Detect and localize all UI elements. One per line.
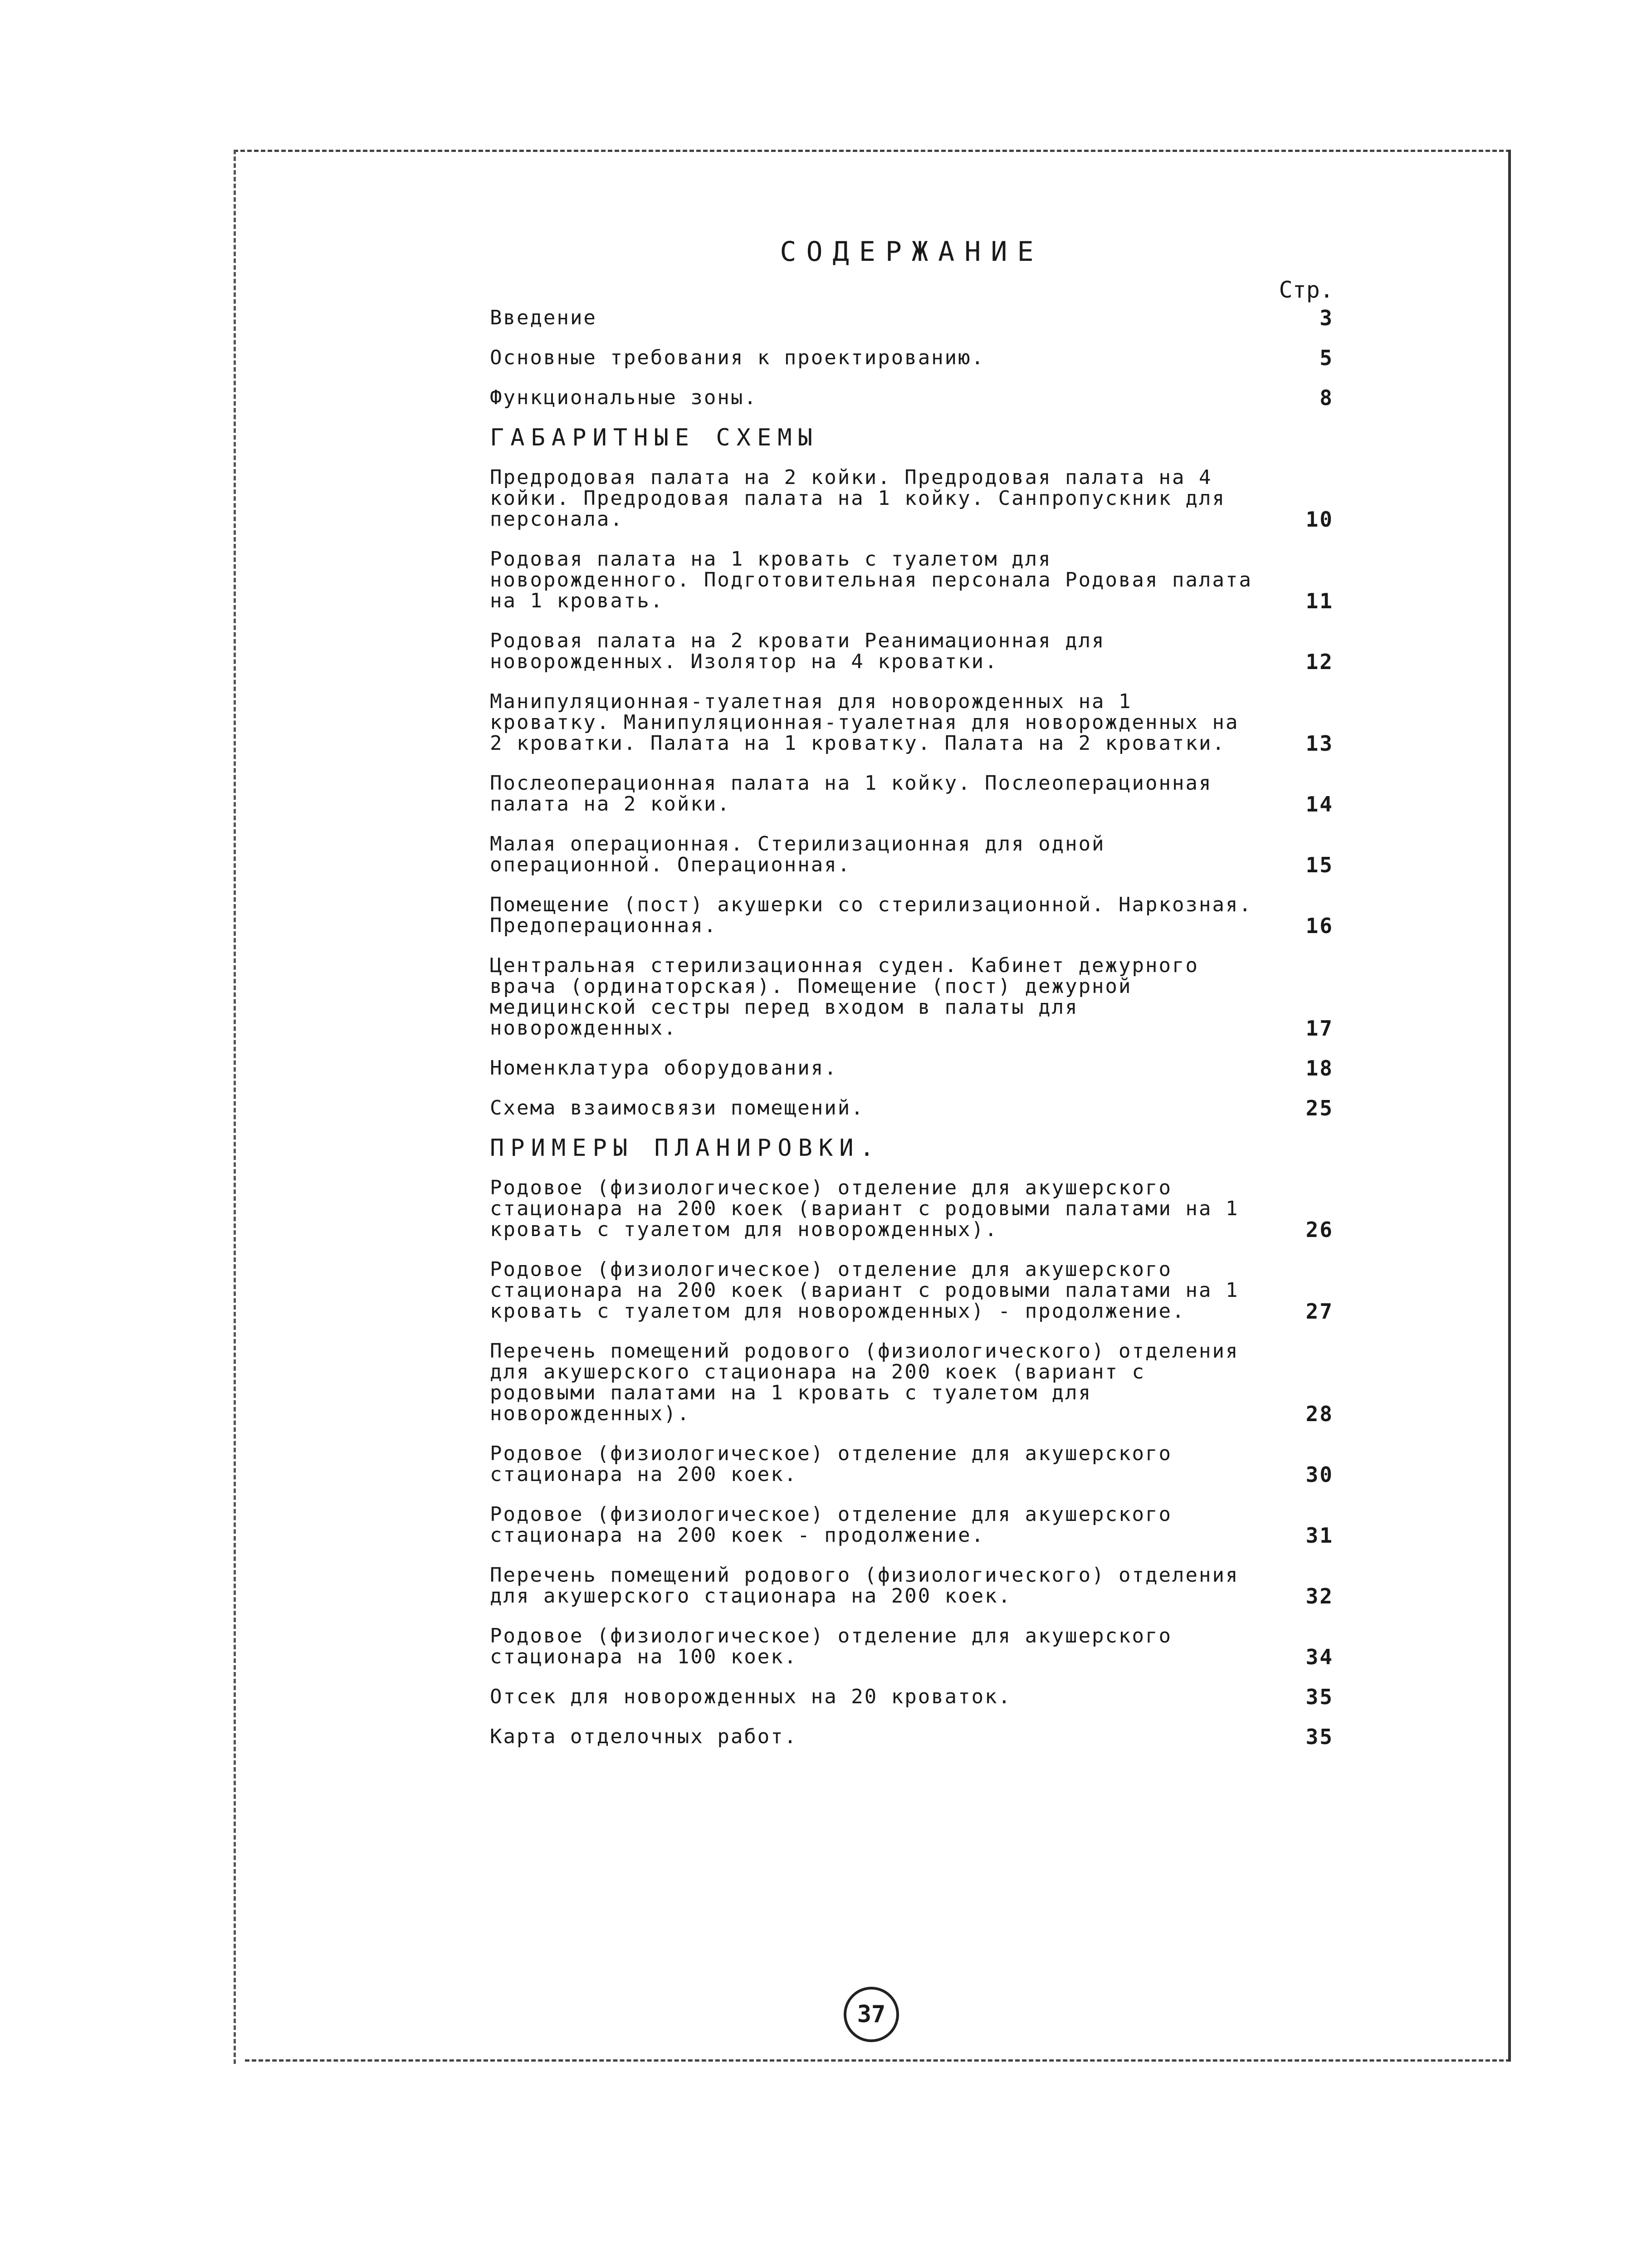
toc-entry-page: 11 xyxy=(1305,589,1334,613)
toc-entry-text: Родовое (физиологическое) отделение для акушерского стационара на 200 коек - продолжение. xyxy=(490,1503,1173,1547)
toc-entry xyxy=(490,1341,1334,1424)
frame-bottom-line xyxy=(245,2059,1510,2062)
frame-right-line xyxy=(1508,150,1511,2062)
toc-list xyxy=(490,308,1334,1747)
toc-entry-page: 14 xyxy=(1305,792,1334,816)
toc-entry xyxy=(490,347,1334,368)
toc-entry-text: Родовое (физиологическое) отделение для акушерского стационара на 200 коек (вариант с родовыми палатами на 1 кровать с туалетом для новорожденных) - продолжение. xyxy=(490,1258,1239,1323)
toc-entry-text: Родовое (физиологическое) отделение для акушерского стационара на 100 коек. xyxy=(490,1624,1173,1668)
toc-entry-page: 31 xyxy=(1305,1523,1334,1548)
toc-section-heading xyxy=(490,424,1334,451)
toc-entry-page: 32 xyxy=(1305,1584,1334,1608)
toc-entry xyxy=(490,387,1334,408)
toc-entry-text: Схема взаимосвязи помещений. xyxy=(490,1096,865,1119)
toc-entry xyxy=(490,1178,1334,1240)
toc-entry-text: Родовое (физиологическое) отделение для акушерского стационара на 200 коек (вариант с родовыми палатами на 1 кровать с туалетом для новорожденных). xyxy=(490,1176,1239,1241)
toc-entry-page: 34 xyxy=(1305,1645,1334,1669)
toc-entry xyxy=(490,1259,1334,1322)
toc-entry-text: Функциональные зоны. xyxy=(490,386,757,409)
page-title: СОДЕРЖАНИЕ xyxy=(780,236,1044,268)
toc-entry-text: Номенклатура оборудования. xyxy=(490,1056,838,1080)
toc-entry xyxy=(490,1726,1334,1747)
toc-entry xyxy=(490,894,1334,936)
toc-entry xyxy=(490,1626,1334,1667)
toc-entry xyxy=(490,308,1334,328)
toc-entry xyxy=(490,773,1334,815)
toc-entry-page: 27 xyxy=(1305,1299,1334,1324)
toc-entry-page: 35 xyxy=(1305,1685,1334,1709)
toc-entry-text: Малая операционная. Стерилизационная для одной операционной. Операционная. xyxy=(490,832,1105,876)
toc-entry-page: 3 xyxy=(1319,306,1334,330)
toc-entry-text: ПРИМЕРЫ ПЛАНИРОВКИ. xyxy=(490,1134,880,1162)
toc-entry xyxy=(490,834,1334,875)
toc-entry xyxy=(490,1504,1334,1546)
toc-entry-text: Отсек для новорожденных на 20 кроваток. xyxy=(490,1685,1012,1708)
toc-entry-page: 28 xyxy=(1305,1402,1334,1426)
toc-entry-page: 5 xyxy=(1319,346,1334,370)
toc-entry xyxy=(490,1565,1334,1607)
toc-entry-page: 13 xyxy=(1305,731,1334,756)
page-number-circle: 37 xyxy=(844,1987,899,2042)
toc-entry xyxy=(490,1098,1334,1119)
toc-entry-page: 16 xyxy=(1305,914,1334,938)
toc-entry-text: Родовая палата на 2 кровати Реанимационная для новорожденных. Изолятор на 4 кроватки. xyxy=(490,629,1105,673)
toc-entry-text: Родовое (физиологическое) отделение для акушерского стационара на 200 коек. xyxy=(490,1442,1173,1486)
toc-entry-page: 35 xyxy=(1305,1725,1334,1749)
frame-top-line xyxy=(234,150,1510,152)
toc-entry xyxy=(490,955,1334,1039)
toc-entry-page: 30 xyxy=(1305,1462,1334,1487)
toc-entry-text: Послеоперационная палата на 1 койку. Послеоперационная палата на 2 койки. xyxy=(490,772,1212,816)
toc-entry-text: Перечень помещений родового (физиологического) отделения для акушерского стационара на 200 коек (вариант с родовыми палатами на 1 кровать с туалетом для новорожденных). xyxy=(490,1339,1239,1425)
toc-entry xyxy=(490,467,1334,530)
table-of-contents xyxy=(490,236,1334,1766)
page-column-header: Стр. xyxy=(1279,277,1334,303)
toc-entry-page: 12 xyxy=(1305,650,1334,674)
toc-entry-page: 17 xyxy=(1305,1016,1334,1041)
toc-entry xyxy=(490,631,1334,672)
toc-entry-page: 8 xyxy=(1319,386,1334,410)
toc-entry-text: Центральная стерилизационная суден. Кабинет дежурного врача (ординаторская). Помещение (пост) дежурной медицинской сестры перед входом в палаты для новорожденных. xyxy=(490,954,1199,1040)
toc-entry-page: 18 xyxy=(1305,1056,1334,1080)
toc-entry-text: Помещение (пост) акушерки со стерилизационной. Наркозная. Предоперационная. xyxy=(490,893,1252,937)
toc-entry xyxy=(490,1058,1334,1079)
toc-entry-text: Предродовая палата на 2 койки. Предродовая палата на 4 койки. Предродовая палата на 1 койку. Санпропускник для персонала. xyxy=(490,466,1226,531)
toc-entry-text: Перечень помещений родового (физиологического) отделения для акушерского стационара на 200 коек. xyxy=(490,1564,1239,1608)
frame-left-line xyxy=(234,150,236,2064)
toc-entry xyxy=(490,1686,1334,1707)
toc-entry xyxy=(490,549,1334,611)
toc-entry-text: Основные требования к проектированию. xyxy=(490,346,985,369)
toc-entry-text: Введение xyxy=(490,306,597,329)
toc-entry-page: 15 xyxy=(1305,853,1334,877)
toc-entry xyxy=(490,1443,1334,1485)
toc-entry-page: 10 xyxy=(1305,507,1334,532)
toc-entry xyxy=(490,691,1334,754)
toc-entry-text: Родовая палата на 1 кровать с туалетом для новорожденного. Подготовительная персонала Родовая палата на 1 кровать. xyxy=(490,547,1252,612)
toc-section-heading xyxy=(490,1134,1334,1162)
toc-entry-text: Карта отделочных работ. xyxy=(490,1725,798,1748)
toc-entry-page: 26 xyxy=(1305,1217,1334,1242)
toc-entry-page: 25 xyxy=(1305,1096,1334,1120)
toc-entry-text: ГАБАРИТНЫЕ СХЕМЫ xyxy=(490,424,819,451)
toc-entry-text: Манипуляционная-туалетная для новорожденных на 1 кроватку. Манипуляционная-туалетная для новорожденных на 2 кроватки. Палата на 1 кроватку. Палата на 2 кроватки. xyxy=(490,690,1239,755)
